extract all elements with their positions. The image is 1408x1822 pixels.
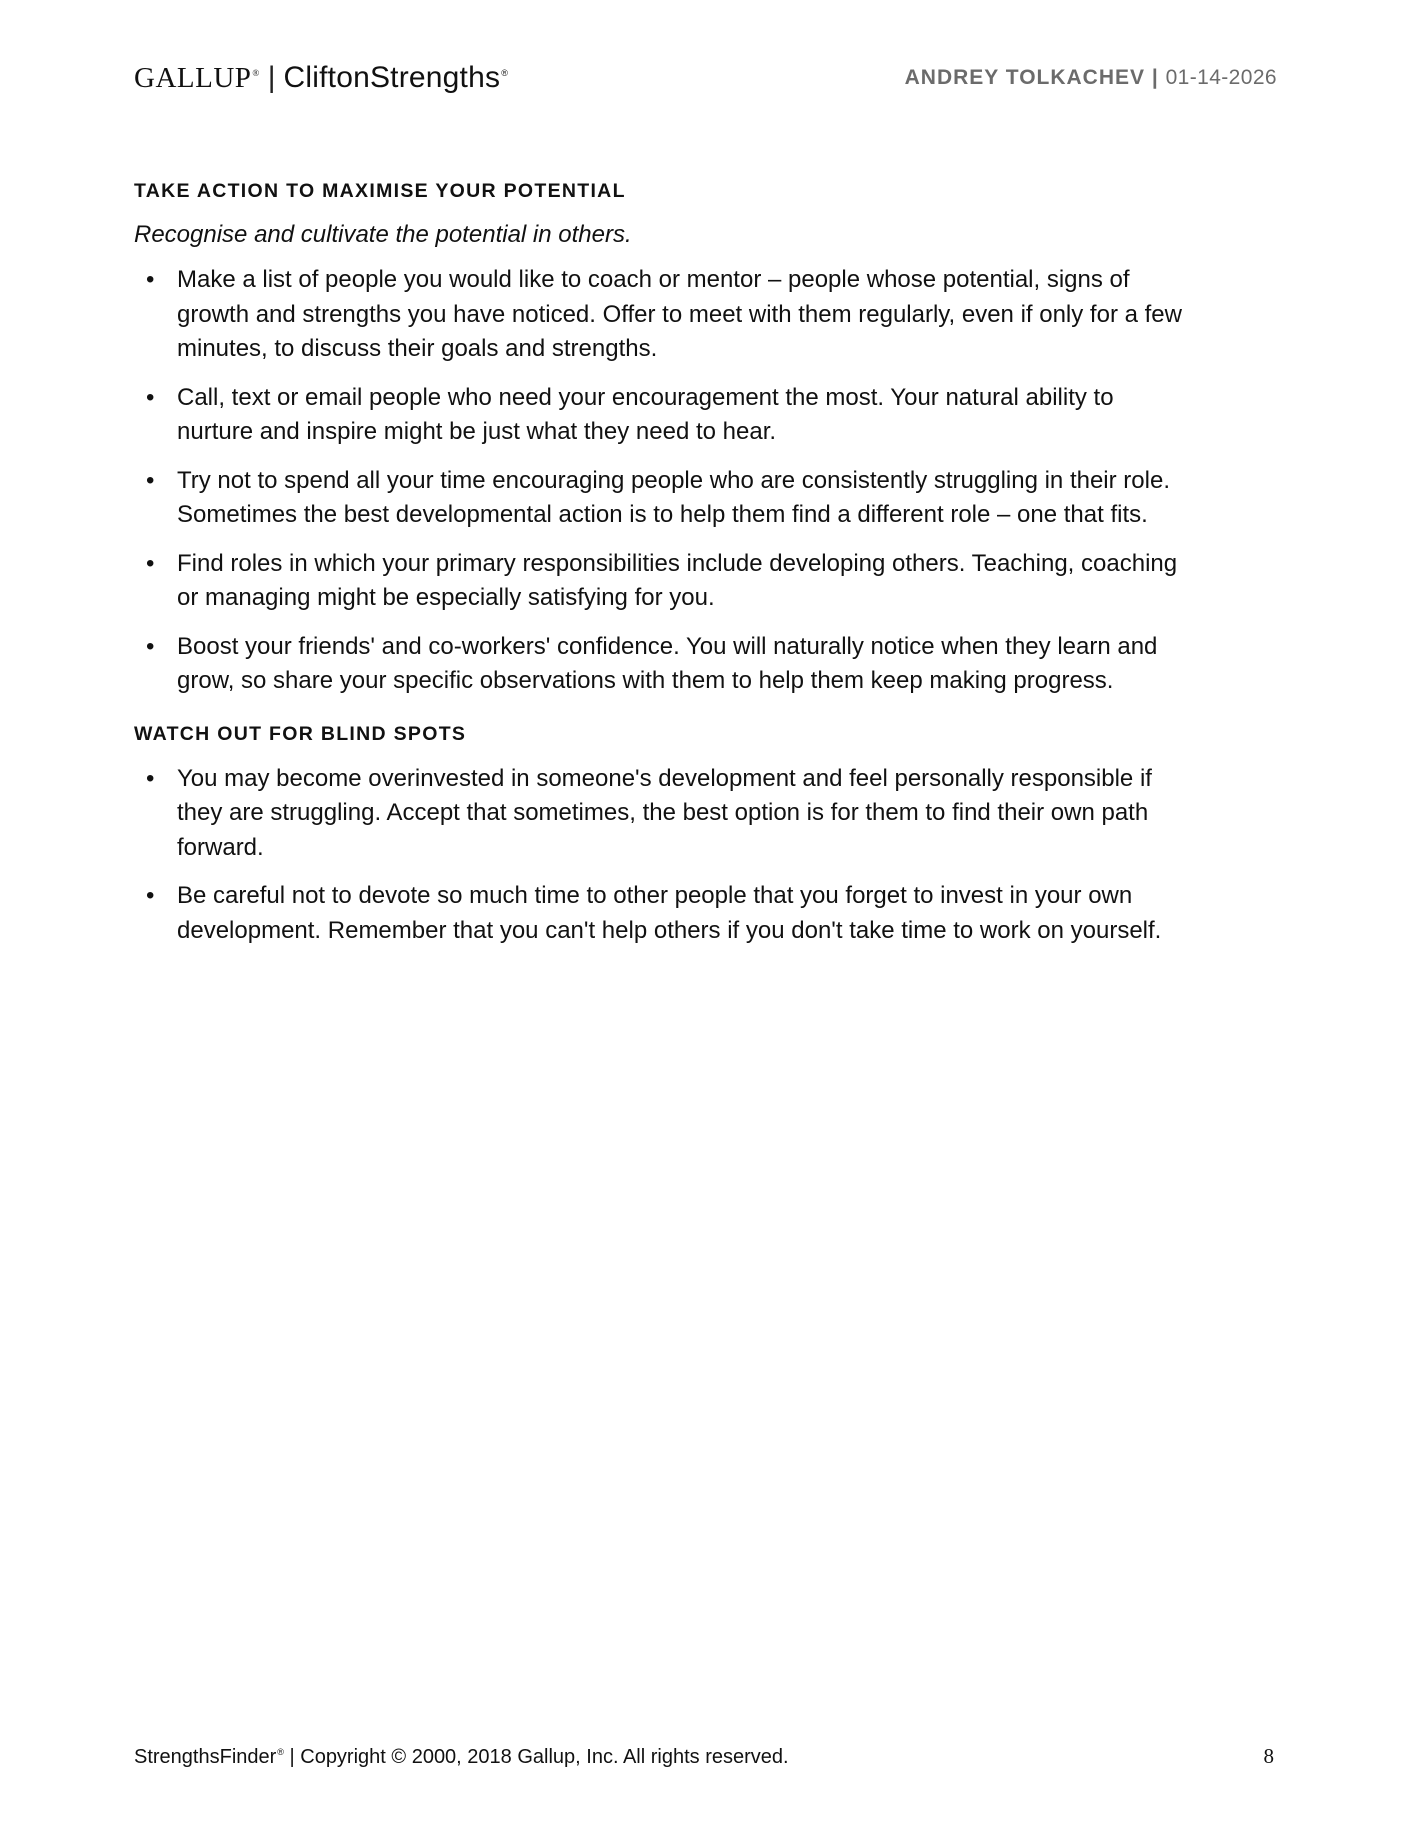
- bullet-list: [134, 263, 1194, 699]
- meta-separator: |: [1145, 66, 1166, 89]
- gallup-wordmark: GALLUP®: [134, 62, 260, 94]
- footer-copyright: | Copyright © 2000, 2018 Gallup, Inc. All rights reserved.: [283, 1746, 789, 1768]
- registered-mark: ®: [501, 68, 509, 78]
- main-content: [134, 180, 1194, 962]
- list-item-text: Be careful not to devote so much time to other people that you forget to invest in your own development. Remember that you can't help others if you don't take time to work on yourself.: [177, 882, 1162, 944]
- page-number: 8: [1263, 1744, 1274, 1768]
- cliftonstrengths-wordmark: CliftonStrengths®: [283, 61, 509, 94]
- list-item-text: Boost your friends' and co-workers' confidence. You will naturally notice when they learn and grow, so share your specific observations with them to help them keep making progress.: [177, 632, 1158, 694]
- list-item: [134, 263, 1194, 367]
- section-heading: WATCH OUT FOR BLIND SPOTS: [134, 722, 467, 745]
- bullet-icon: •: [146, 383, 155, 411]
- bullet-icon: •: [146, 632, 155, 660]
- report-meta: [905, 66, 1277, 90]
- section-blind-spots: [134, 723, 1194, 949]
- list-item-text: You may become overinvested in someone's development and feel personally responsible if they are struggling. Accept that sometimes, the best option is for them to find their own path forward.: [177, 764, 1152, 861]
- footer-product: StrengthsFinder: [134, 1746, 277, 1768]
- bullet-list: [134, 762, 1194, 949]
- list-item: [134, 762, 1194, 866]
- registered-mark: ®: [277, 1747, 284, 1758]
- list-item: [134, 879, 1194, 948]
- section-take-action: [134, 180, 1194, 699]
- bullet-icon: •: [146, 882, 155, 909]
- list-item: [134, 381, 1194, 450]
- section-intro: Recognise and cultivate the potential in others.: [134, 221, 632, 248]
- list-item: [134, 547, 1194, 616]
- bullet-icon: •: [146, 764, 155, 792]
- page-header: [134, 60, 1277, 96]
- list-item-text: Make a list of people you would like to coach or mentor – people whose potential, signs of growth and strengths you have noticed. Offer to meet with them regularly, even if only for a few minutes, to discuss their goals and strengths.: [177, 266, 1182, 362]
- brand-separator: |: [267, 61, 276, 94]
- page-footer: [134, 1744, 1274, 1769]
- registered-mark: ®: [252, 68, 260, 79]
- list-item-text: Find roles in which your primary responsibilities include developing others. Teaching, coaching or managing might be especially satisfying for you.: [177, 549, 1178, 611]
- section-heading: TAKE ACTION TO MAXIMISE YOUR POTENTIAL: [134, 180, 626, 202]
- list-item: [134, 464, 1194, 533]
- bullet-icon: •: [146, 549, 155, 577]
- brand-logo: [134, 61, 508, 95]
- copyright-notice: [134, 1746, 789, 1769]
- list-item-text: Call, text or email people who need your encouragement the most. Your natural ability to nurture and inspire might be just what they need to hear.: [177, 383, 1114, 445]
- bullet-icon: •: [146, 466, 155, 494]
- report-date: 01-14-2026: [1165, 66, 1277, 89]
- list-item: [134, 630, 1194, 699]
- list-item-text: Try not to spend all your time encouraging people who are consistently struggling in their role. Sometimes the best developmental action is to help them find a different role – one that fits.: [177, 466, 1170, 528]
- user-name: ANDREY TOLKACHEV: [904, 66, 1146, 89]
- bullet-icon: •: [146, 266, 155, 293]
